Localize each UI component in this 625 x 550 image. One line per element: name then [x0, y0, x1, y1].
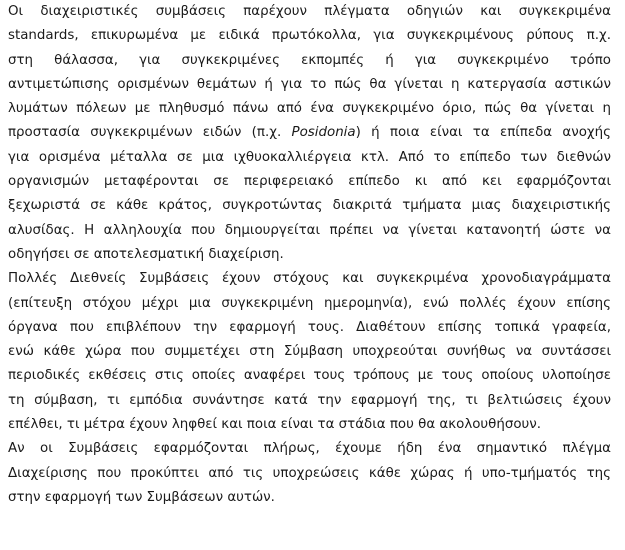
text-line: Αν οι Συμβάσεις εφαρμόζονται πλήρως, έχουμε ήδη ένα σημαντικό πλέγμα — [8, 441, 611, 457]
text-line: στη θάλασσα, για συγκεκριμένες εκπομπές ή για συγκεκριμένο τρόπο — [8, 52, 611, 68]
text-line: Διαχείρισης που προκύπτει από τις υποχρεώσεις κάθε χώρας ή υπο-τμήματός της — [8, 465, 611, 481]
text-line: περιοδικές εκθέσεις στις οποίες αναφέρει τους τρόπους με τους οποίους υλοποίησε — [8, 368, 611, 384]
paragraph-2 — [8, 267, 611, 437]
text-line: Οι διαχειριστικές συμβάσεις παρέχουν πλέγματα οδηγιών και συγκεκριμένα — [8, 4, 611, 19]
text-line: στην εφαρμογή των Συμβάσεων αυτών. — [8, 489, 275, 505]
text-line: οργανισμών μεταφέρονται σε περιφερειακό επίπεδο κι από κει εφαρμόζονται — [8, 174, 611, 190]
text-line: επέλθει, τι μέτρα έχουν ληφθεί και ποια είναι τα στάδια που θα ακολουθήσουν. — [8, 417, 542, 433]
text-line: όργανα που επιβλέπουν την εφαρμογή τους. Διαθέτουν επίσης τοπικά γραφεία, — [8, 319, 611, 335]
document-body — [8, 0, 611, 510]
species-name-italic: Posidonia — [291, 125, 356, 141]
text-line: Πολλές Διεθνείς Συμβάσεις έχουν στόχους και συγκεκριμένα χρονοδιαγράμματα — [8, 271, 611, 287]
text-line: ξεχωριστά σε κάθε κράτος, συγκροτώντας διακριτά τμήματα μιας διαχειριστικής — [8, 198, 611, 214]
paragraph-1 — [8, 0, 611, 267]
text-line: αλυσίδας. Η αλληλουχία που δημιουργείται πρέπει να γίνεται κατανοητή ώστε να — [8, 222, 611, 238]
text-segment: ) ή ποια είναι τα επίπεδα ανοχής — [355, 125, 611, 141]
text-line: αντιμετώπισης ορισμένων θεμάτων ή για το πώς θα γίνεται η κατεργασία αστικών — [8, 76, 611, 92]
text-line: λυμάτων πόλεων με πληθυσμό πάνω από ένα συγκεκριμένο όριο, πώς θα γίνεται η — [8, 101, 611, 117]
text-line: τη σύμβαση, τι εμπόδια συνάντησε κατά την εφαρμογή της, τι βελτιώσεις έχουν — [8, 392, 611, 408]
text-line: ενώ κάθε χώρα που συμμετέχει στη Σύμβαση υποχρεούται συνήθως να συντάσσει — [8, 344, 611, 360]
paragraph-3 — [8, 437, 611, 510]
text-line: για ορισμένα μέταλλα σε μια ιχθυοκαλλιέργεια κτλ. Από το επίπεδο των διεθνών — [8, 149, 611, 165]
text-segment: προστασία συγκεκριμένων ειδών (π.χ. — [8, 125, 292, 141]
text-line-with-italic — [8, 121, 611, 145]
text-line: (επίτευξη στόχου μέχρι μια συγκεκριμένη ημερομηνία), ενώ πολλές έχουν επίσης — [8, 295, 611, 311]
text-line: standards, επικυρωμένα με ειδικά πρωτόκολλα, για συγκεκριμένους ρύπους π.χ. — [8, 28, 611, 44]
text-line: οδηγήσει σε αποτελεσματική διαχείριση. — [8, 246, 284, 262]
